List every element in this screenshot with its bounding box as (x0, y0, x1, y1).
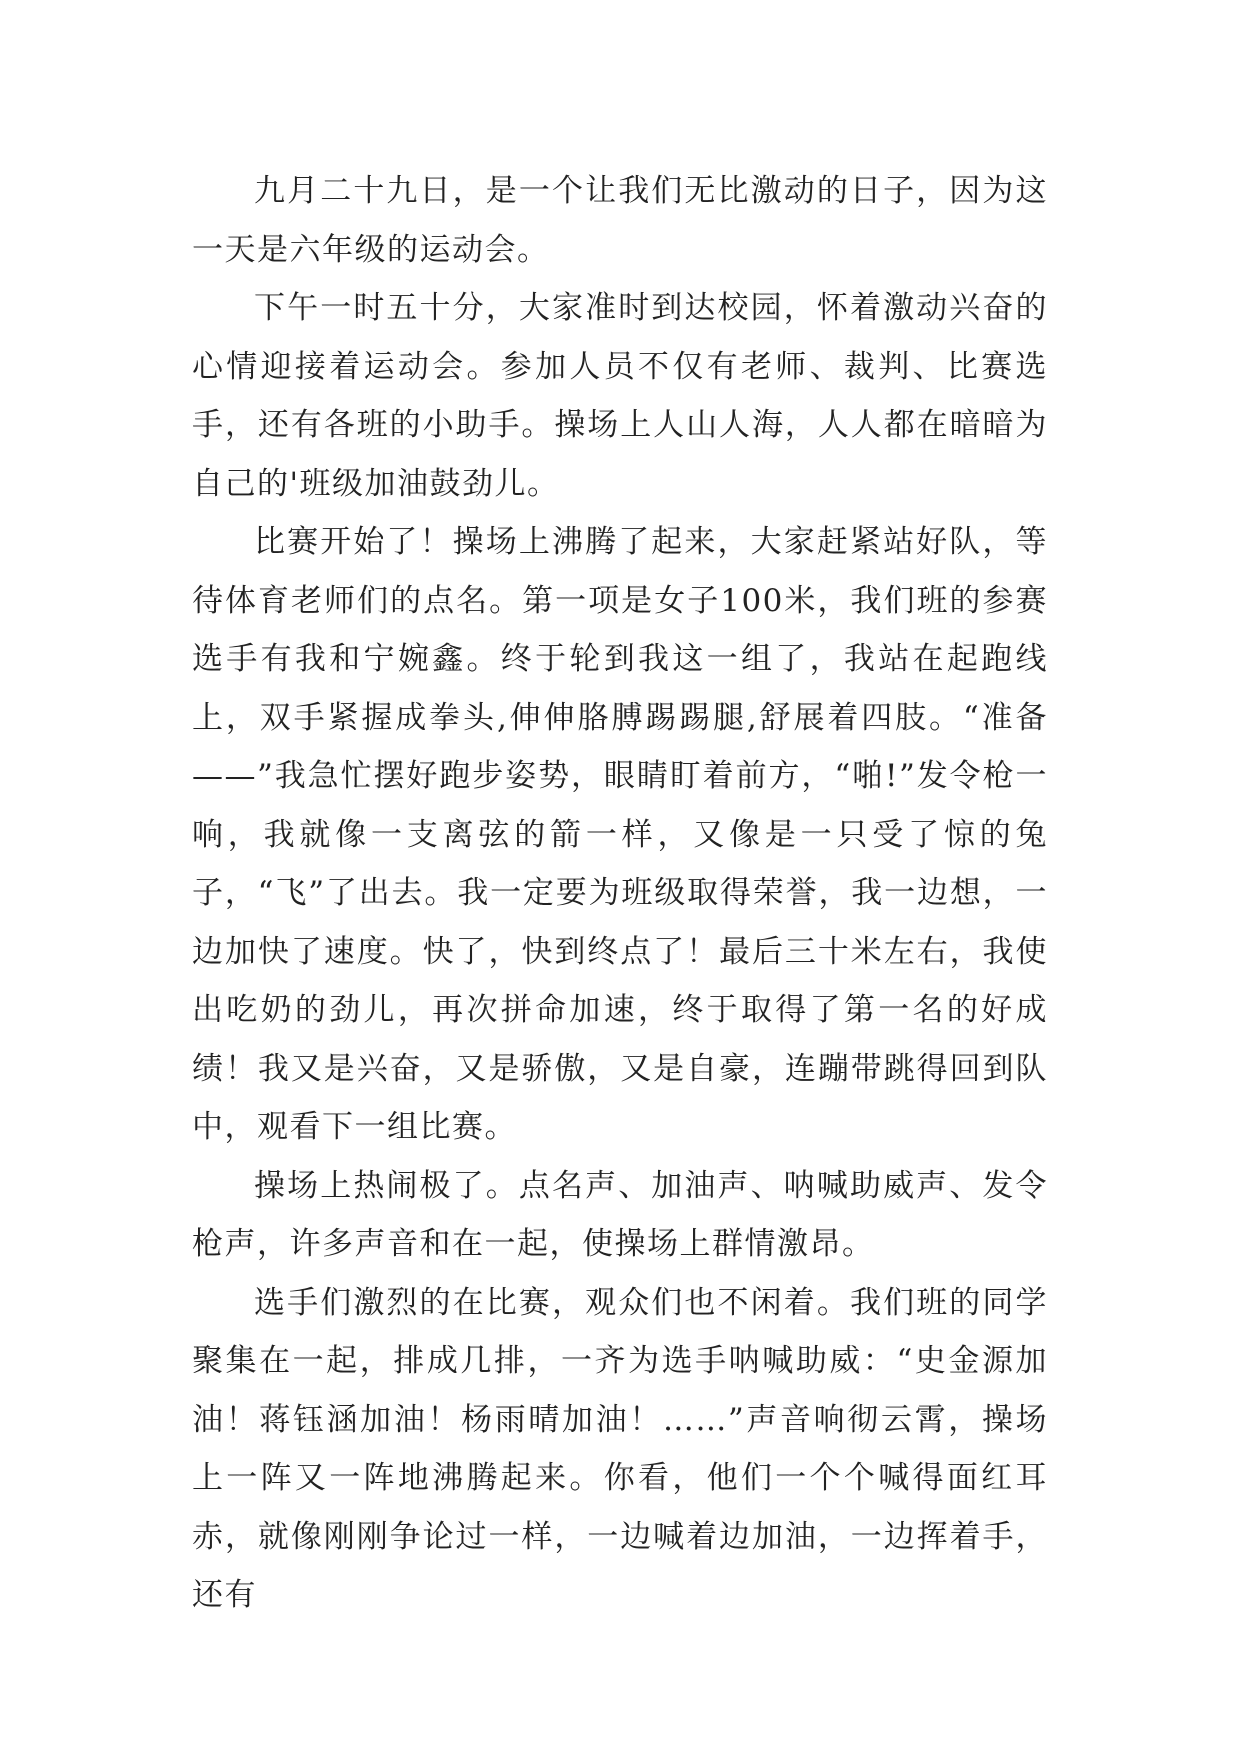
paragraph: 下午一时五十分，大家准时到达校园，怀着激动兴奋的心情迎接着运动会。参加人员不仅有老师、裁判、比赛选手，还有各班的小助手。操场上人山人海，人人都在暗暗为自己的'班级加油鼓劲儿。 (192, 290, 1048, 502)
body-text (192, 162, 1048, 1625)
paragraph: 操场上热闹极了。点名声、加油声、呐喊助威声、发令枪声，许多声音和在一起，使操场上群情激昂。 (192, 1167, 1048, 1262)
paragraph: 选手们激烈的在比赛，观众们也不闲着。我们班的同学聚集在一起，排成几排，一齐为选手呐喊助威：“史金源加油！蒋钰涵加油！杨雨晴加油！……”声音响彻云霄，操场上一阵又一阵地沸腾起来。你看，他们一个个喊得面红耳赤，就像刚刚争论过一样，一边喊着边加油，一边挥着手，还有 (192, 1284, 1048, 1613)
paragraph: 九月二十九日，是一个让我们无比激动的日子，因为这一天是六年级的运动会。 (192, 173, 1048, 268)
paragraph: 比赛开始了！操场上沸腾了起来，大家赶紧站好队，等待体育老师们的点名。第一项是女子100米，我们班的参赛选手有我和宁婉鑫。终于轮到我这一组了，我站在起跑线上，双手紧握成拳头,伸伸胳膊踢踢腿,舒展着四肢。“准备——”我急忙摆好跑步姿势，眼睛盯着前方，“啪!”发令枪一响，我就像一支离弦的箭一样，又像是一只受了惊的兔子，“飞”了出去。我一定要为班级取得荣誉，我一边想，一边加快了速度。快了，快到终点了！最后三十米左右，我使出吃奶的劲儿，再次拼命加速，终于取得了第一名的好成绩！我又是兴奋，又是骄傲，又是自豪，连蹦带跳得回到队中，观看下一组比赛。 (192, 524, 1048, 1145)
